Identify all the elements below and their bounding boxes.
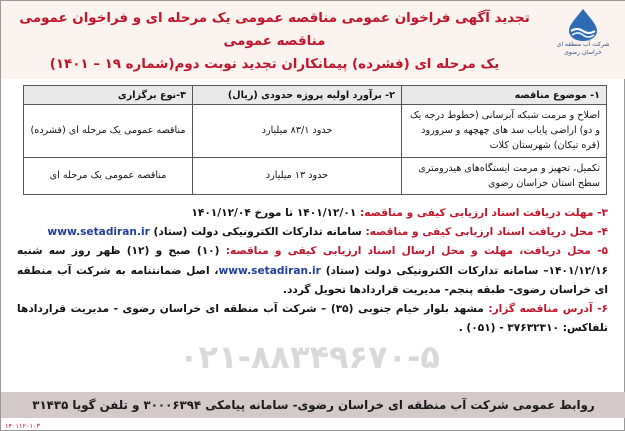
setadiran-link[interactable]: www.setadiran.ir xyxy=(47,226,150,239)
ad-body xyxy=(17,204,608,338)
ad-code: ۱۴۰۱۱۲۰۱۰۳ xyxy=(5,422,40,430)
column-header-estimate: ۲- برآورد اولیه پروژه حدودی (ریال) xyxy=(193,86,402,105)
ad-title xyxy=(15,7,534,76)
water-drop-logo-icon xyxy=(563,7,603,41)
setadiran-link-2[interactable]: www.setadiran.ir xyxy=(218,264,321,277)
item-address-label: ۶- آدرس مناقصه گزار: xyxy=(488,303,608,316)
logo-caption: شرکت آب منطقه ای خراسان رضوی xyxy=(556,41,610,56)
row-subject: تکمیل، تجهیز و مرمت ایستگاه‌های هیدرومتری سطح استان خراسان رضوی xyxy=(402,157,607,194)
item-documents-value: سامانه تدارکات الکترونیکی دولت (ستاد) xyxy=(153,226,366,239)
table-header-row xyxy=(24,86,607,105)
row-type: مناقصه عمومی یک مرحله ای (فشرده) xyxy=(24,105,193,158)
item-submission-label: ۵- محل دریافت، مهلت و محل ارسال اسناد ارزیابی کیفی و مناقصه: xyxy=(225,245,608,258)
item-submission-value-b: ، اصل ضمانتنامه به شرکت آب منطقه ای خراسان رضوی- طبقه پنجم- مدیریت قراردادها تحویل گردد. xyxy=(17,264,608,296)
tender-table xyxy=(23,85,607,195)
item-address-value: مشهد بلوار خیام جنوبی (۳۵) – شرکت آب منطقه ای خراسان رضوی - مدیریت قراردادها تلفاکس: ۳۷۶۳۲۳۱۰ - (۰۵۱) . xyxy=(17,303,608,335)
column-header-type: ۳-نوع برگزاری xyxy=(24,86,193,105)
row-type: مناقصه عمومی یک مرحله ای xyxy=(24,157,193,194)
company-logo xyxy=(548,7,618,73)
ad-title-line-2: یک مرحله ای (فشرده) پیمانکاران تجدید نوبت دوم(شماره ۱۹ – ۱۴۰۱) xyxy=(49,57,500,72)
item-deadline-value: ۱۴۰۱/۱۲/۰۱ تا مورخ ۱۴۰۱/۱۲/۰۴ xyxy=(191,207,360,219)
ad-footer: روابط عمومی شرکت آب منطقه ای خراسان رضوی- سامانه پیامکی ۳۰۰۰۶۳۹۴ و تلفن گویا ۳۱۴۳۵ xyxy=(1,392,625,418)
table-row xyxy=(24,157,607,194)
item-deadline xyxy=(17,204,608,223)
item-documents-location xyxy=(17,223,608,242)
item-documents-label: ۴- محل دریافت اسناد ارزیابی کیفی و مناقصه: xyxy=(365,226,608,239)
column-header-subject: ۱- موضوع مناقصه xyxy=(402,86,607,105)
ad-title-line-1: تجدید آگهی فراخوان عمومی مناقصه عمومی یک مرحله ای و فراخوان عمومی مناقصه عمومی xyxy=(19,11,530,49)
row-estimate: حدود ۱۳ میلیارد xyxy=(193,157,402,194)
row-subject: اصلاح و مرمت شبکه آبرسانی (خطوط درجه یک و دو) اراضی پایاب سد های چهچهه و سرورود (قره تیکان) شهرستان کلات xyxy=(402,105,607,158)
row-estimate: حدود ۸۳/۱ میلیارد xyxy=(193,105,402,158)
table-row xyxy=(24,105,607,158)
item-submission-value-a: (۱۰) صبح و (۱۲) ظهر روز سه شنبه ۱۴۰۱/۱۲/۱۶– سامانه تدارکات الکترونیکی دولت (ستاد) xyxy=(17,245,609,277)
item-submission xyxy=(17,242,608,300)
item-deadline-label: ۳- مهلت دریافت اسناد ارزیابی کیفی و مناقصه: xyxy=(360,207,608,219)
phone-watermark: ۰۲۱-۸۸۳۴۹۶۷۰-۵ xyxy=(179,338,440,376)
ad-header xyxy=(1,1,625,79)
item-address xyxy=(17,300,608,338)
